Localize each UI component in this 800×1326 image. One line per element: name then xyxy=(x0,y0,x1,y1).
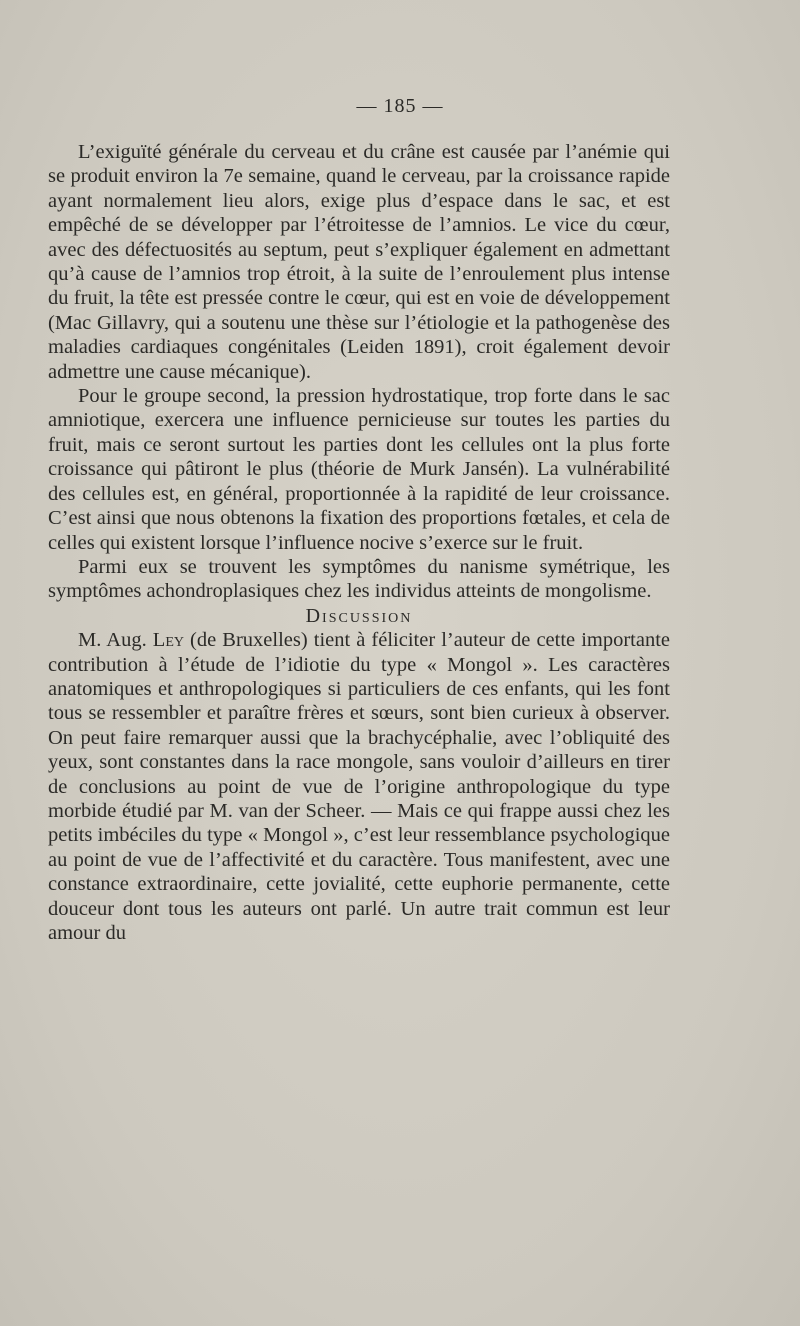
discussion-text: (de Bruxelles) tient à féliciter l’auteur de cette importante contribution à l’étude de l’idiotie du type « Mongol ». Les caractères anatomiques et anthropologiques si particuliers de ces enfants, qui les font tous se ressembler et paraître frères et sœurs, sont bien curieux à observer. On peut faire remarquer aussi que la brachycéphalie, avec l’obliquité des yeux, sont constantes dans la race mongole, sans vouloir d’ailleurs en tirer de conclusions au point de vue de l’origine anthropologique du type morbide étudié par M. van der Scheer. — Mais ce qui frappe aussi chez les petits imbéciles du type « Mongol », c’est leur ressemblance psychologique au point de vue de l’affectivité et du caractère. Tous manifestent, avec une constance extraordinaire, cette jovialité, cette euphorie permanente, cette douceur dont tous les auteurs ont parlé. Un autre trait commun est leur amour du xyxy=(48,629,671,944)
discussion-paragraph xyxy=(48,628,670,945)
paragraph-1: L’exiguïté générale du cerveau et du crâne est causée par l’anémie qui se produit environ la 7e semaine, quand le cerveau, par la croissance rapide ayant normalement lieu alors, exige plus d’espace dans le sac, et est empêché de se développer par l’étroitesse de l’amnios. Le vice du cœur, avec des défectuosités au septum, peut s’expliquer également en admettant qu’à cause de l’amnios trop étroit, à la suite de l’enroulement plus intense du fruit, la tête est pressée contre le cœur, qui est en voie de développement (Mac Gillavry, qui a soutenu une thèse sur l’étiologie et la pathogenèse des maladies cardiaques congénitales (Leiden 1891), croit également devoir admettre une cause mécanique). xyxy=(48,141,670,383)
paragraph-3: Parmi eux se trouvent les symptômes du nanisme symétrique, les symptômes achondroplasiques chez les individus atteints de mongolisme. xyxy=(48,555,670,603)
section-title-discussion: Discussion xyxy=(305,604,413,627)
paragraph-2: Pour le groupe second, la pression hydrostatique, trop forte dans le sac amniotique, exercera une influence pernicieuse sur toutes les parties du fruit, mais ce seront surtout les parties dont les cellules ont la plus forte croissance qui pâtiront le plus (théorie de Murk Jansén). La vulnérabilité des cellules est, en général, proportionnée à la rapidité de leur croissance. C’est ainsi que nous obtenons la fixation des proportions fœtales, et cela de celles qui existent lorsque l’influence nocive s’exerce sur le fruit. xyxy=(48,385,670,554)
speaker-prefix: M. Aug. xyxy=(78,629,147,652)
page-number: — 185 — xyxy=(356,95,444,117)
speaker-name: Ley xyxy=(152,629,184,652)
main-text xyxy=(48,140,670,945)
